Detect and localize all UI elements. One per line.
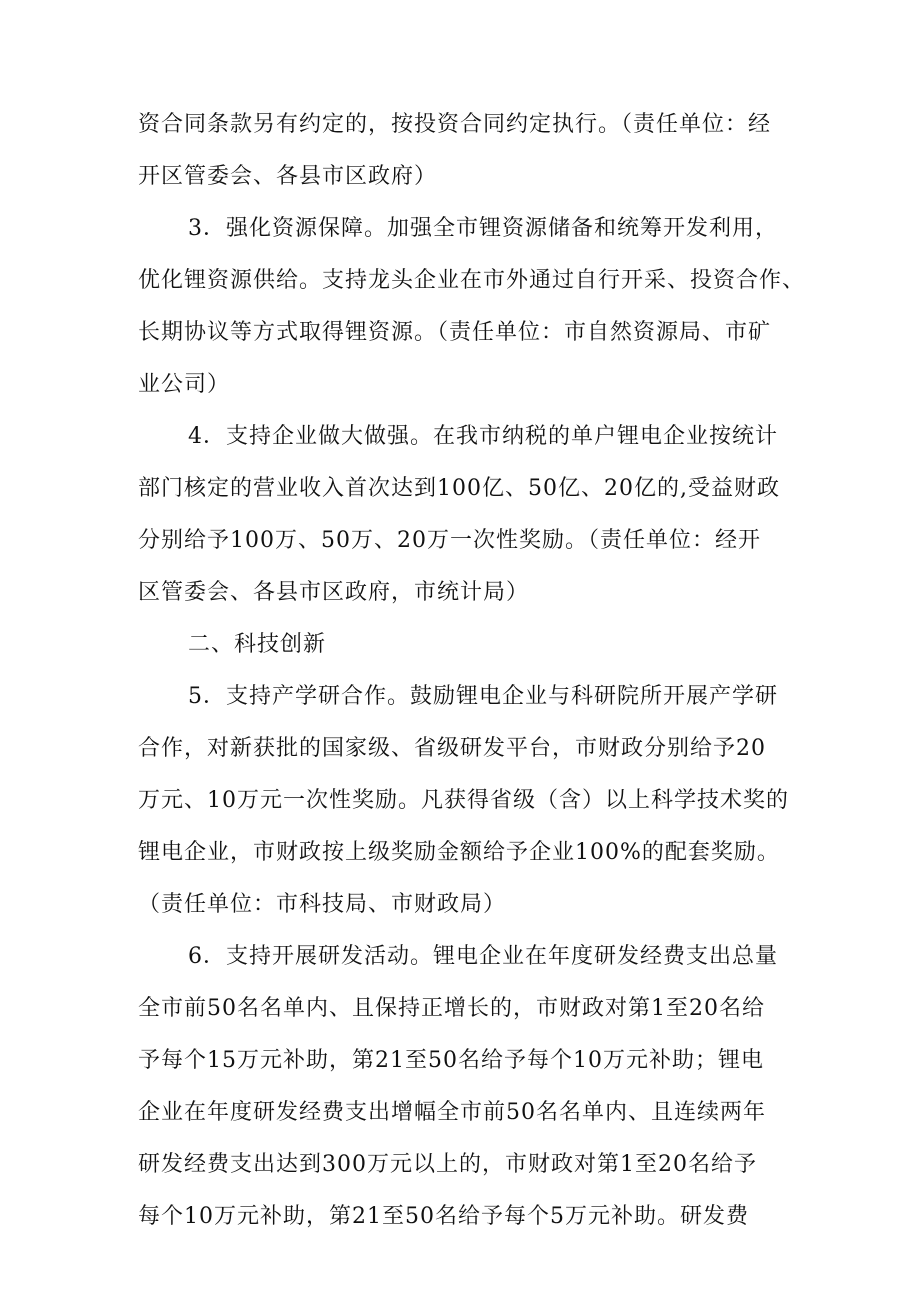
paragraph-line: 业公司） xyxy=(138,372,231,397)
paragraph-line: （责任单位：市科技局、市财政局） xyxy=(138,892,507,917)
paragraph-line: 3．强化资源保障。加强全市锂资源储备和统筹开发利用， xyxy=(188,216,778,241)
paragraph-line: 万元、10万元一次性奖励。凡获得省级（含）以上科学技术奖的 xyxy=(138,788,789,813)
paragraph-line: 予每个15万元补助，第21至50名给予每个10万元补助；锂电 xyxy=(138,1048,764,1073)
paragraph-line: 每个10万元补助，第21至50名给予每个5万元补助。研发费 xyxy=(138,1204,749,1229)
paragraph-line: 6．支持开展研发活动。锂电企业在年度研发经费支出总量 xyxy=(188,944,778,969)
paragraph-line: 合作，对新获批的国家级、省级研发平台，市财政分别给予20 xyxy=(138,736,766,761)
paragraph-line: 分别给予100万、50万、20万一次性奖励。（责任单位：经开 xyxy=(138,528,761,553)
paragraph-line: 锂电企业，市财政按上级奖励金额给予企业100%的配套奖励。 xyxy=(138,840,780,865)
paragraph-line: 长期协议等方式取得锂资源。（责任单位：市自然资源局、市矿 xyxy=(138,320,772,345)
paragraph-line: 全市前50名名单内、且保持正增长的，市财政对第1至20名给 xyxy=(138,996,765,1021)
paragraph-line: 优化锂资源供给。支持龙头企业在市外通过自行开采、投资合作、 xyxy=(138,268,806,293)
paragraph-line: 研发经费支出达到300万元以上的，市财政对第1至20名给予 xyxy=(138,1152,757,1177)
paragraph-line: 企业在年度研发经费支出增幅全市前50名名单内、且连续两年 xyxy=(138,1100,766,1125)
paragraph-line: 4．支持企业做大做强。在我市纳税的单户锂电企业按统计 xyxy=(188,424,778,449)
paragraph-line: 区管委会、各县市区政府，市统计局） xyxy=(138,580,530,605)
section-heading: 二、科技创新 xyxy=(188,632,327,657)
paragraph-line: 部门核定的营业收入首次达到100亿、50亿、20亿的,受益财政 xyxy=(138,476,780,501)
paragraph-line: 5．支持产学研合作。鼓励锂电企业与科研院所开展产学研 xyxy=(188,684,778,709)
paragraph-line: 资合同条款另有约定的，按投资合同约定执行。（责任单位：经 xyxy=(138,112,772,137)
paragraph-line: 开区管委会、各县市区政府） xyxy=(138,164,438,189)
